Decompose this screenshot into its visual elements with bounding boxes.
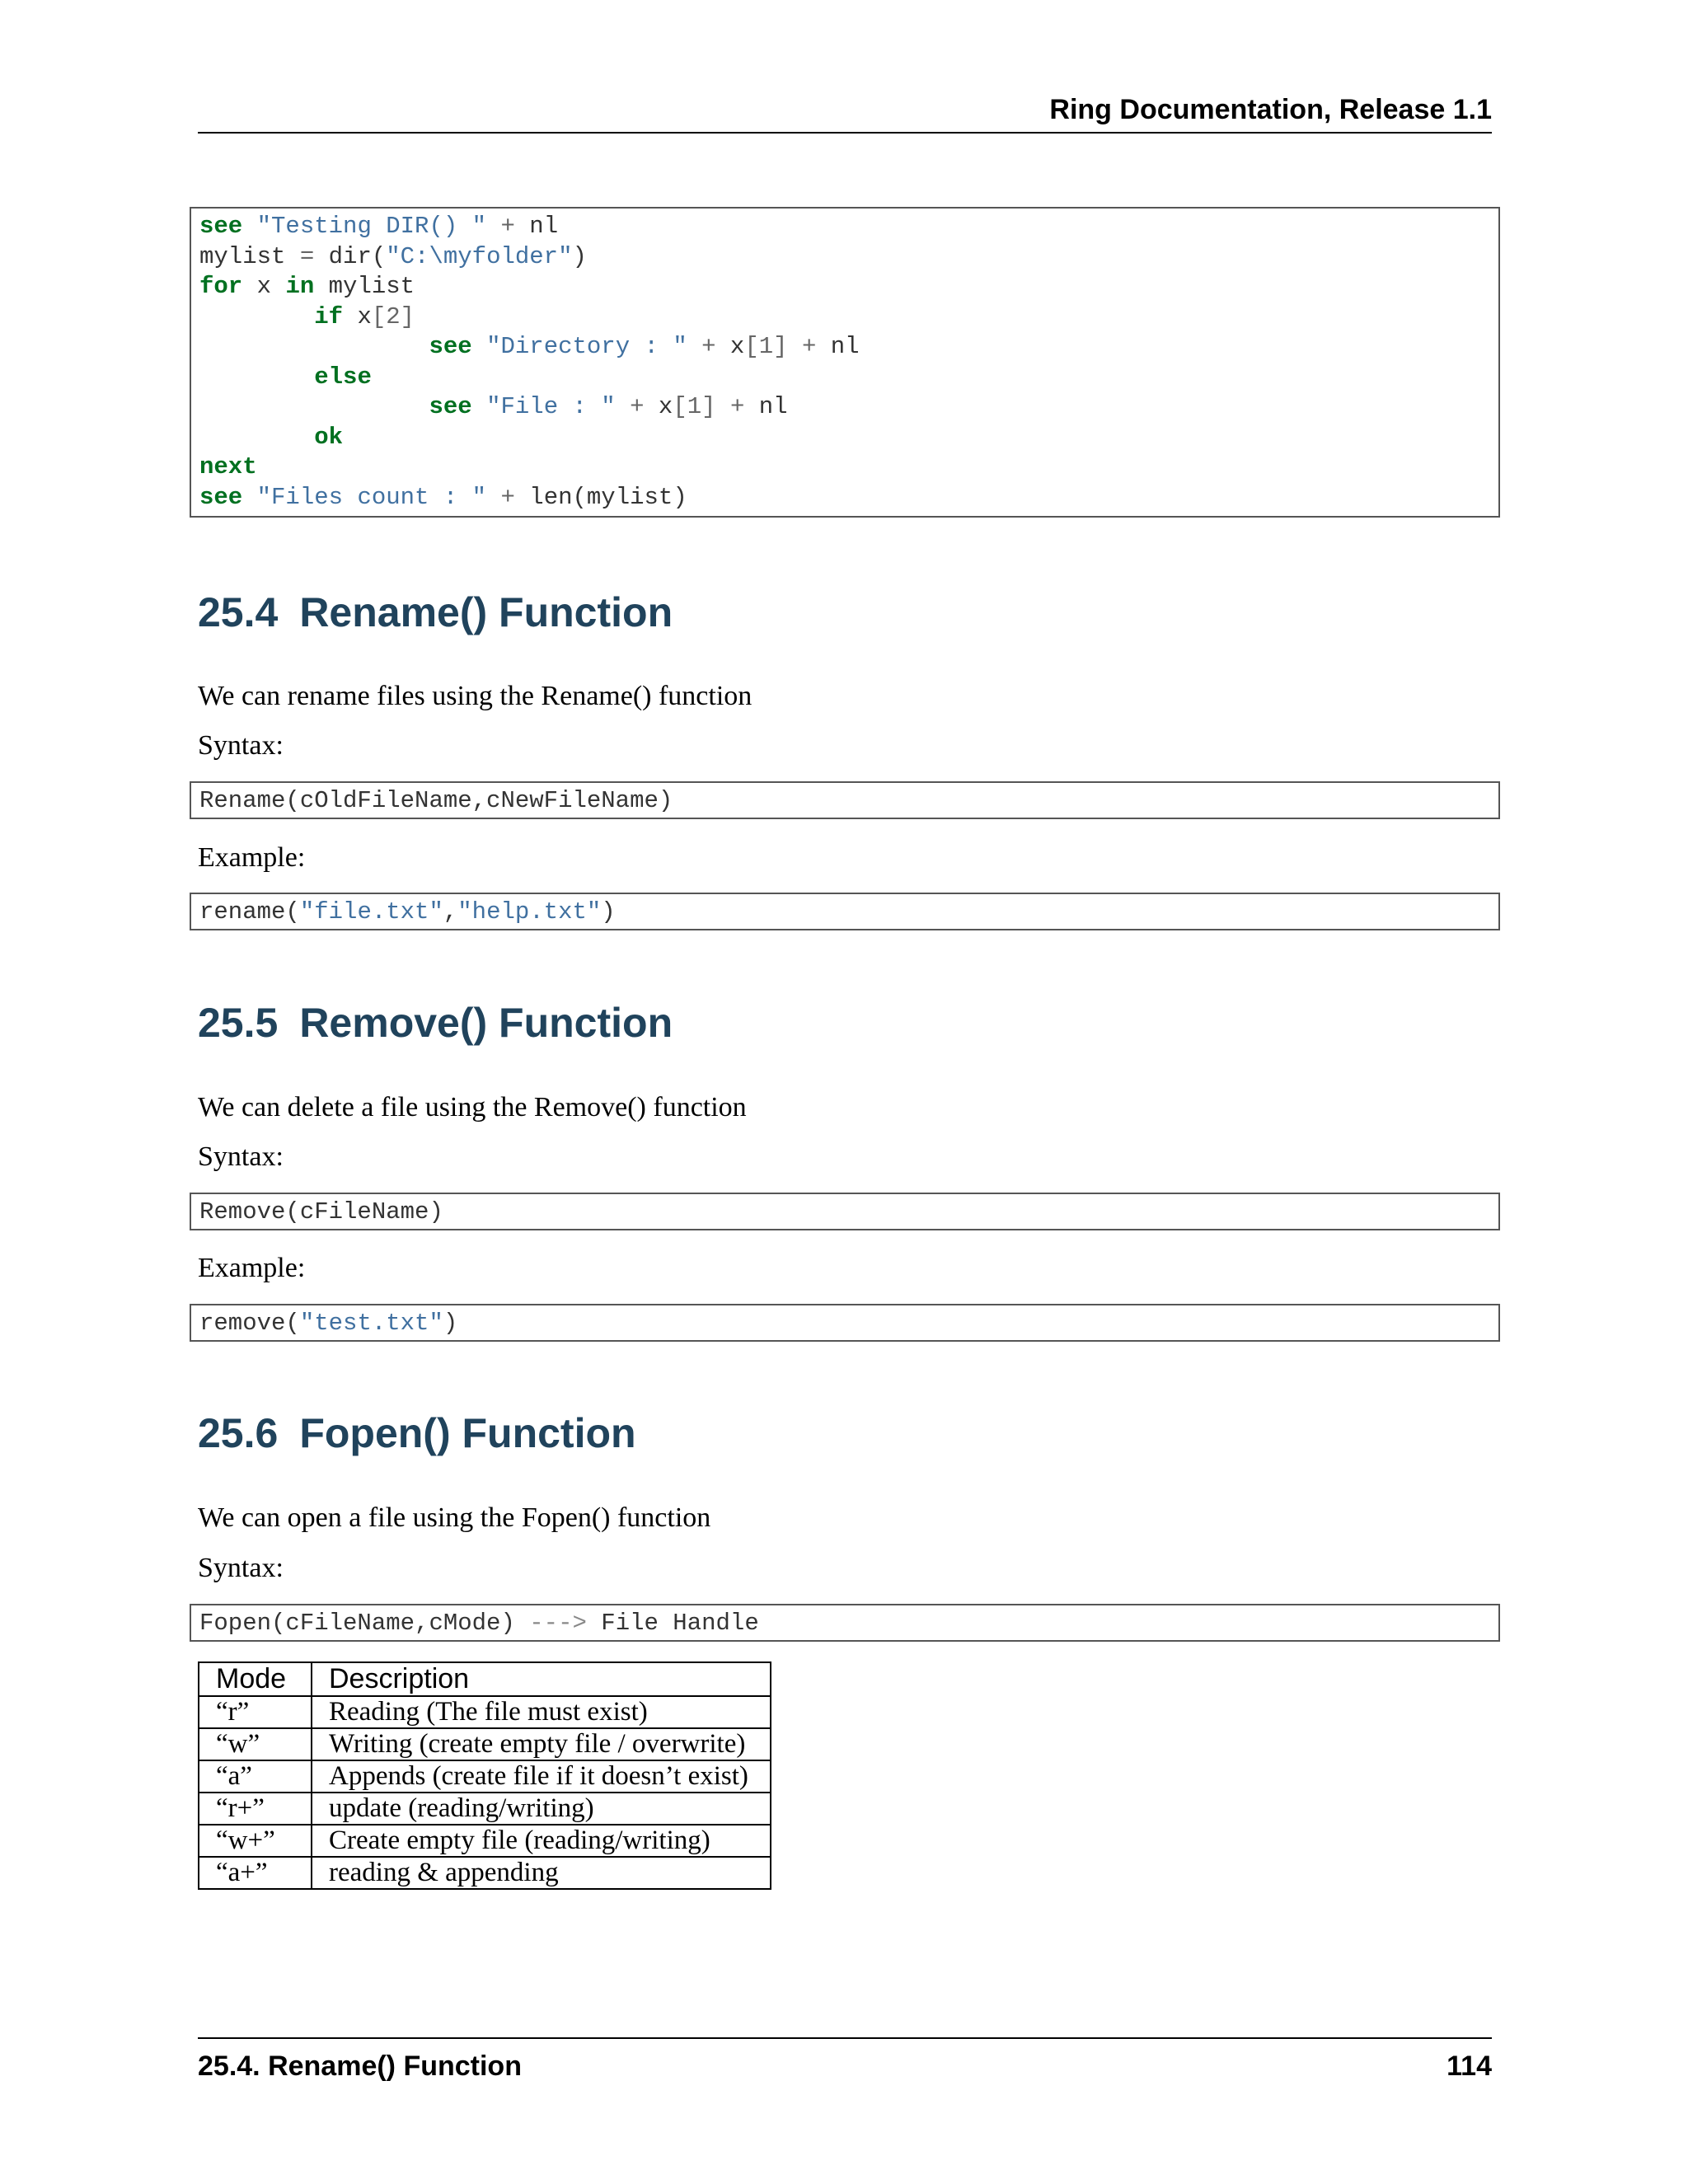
code-token: len(mylist) (514, 483, 687, 511)
code-token: File Handle (586, 1610, 759, 1637)
code-token: "Testing DIR() " (256, 213, 487, 240)
code-token: mylist (199, 242, 300, 270)
section-number: 25.6 (198, 1410, 279, 1456)
code-token: "File : " (486, 393, 616, 420)
code-token: next (199, 453, 257, 480)
code-line (199, 1309, 1490, 1339)
code-token: "Files count : " (256, 483, 487, 511)
code-token (616, 393, 630, 420)
code-token: "file.txt" (299, 898, 443, 926)
description-cell: Create empty file (reading/writing) (312, 1825, 771, 1857)
code-token: + (500, 483, 515, 511)
code-token: , (443, 898, 458, 926)
table-header-mode: Mode (199, 1662, 312, 1696)
code-token: x (343, 302, 372, 330)
code-block-fopen-syntax (190, 1604, 1500, 1642)
code-token: see (429, 333, 472, 360)
header-title: Ring Documentation, Release 1.1 (1049, 94, 1492, 125)
code-token: "test.txt" (299, 1310, 443, 1337)
code-token (486, 484, 500, 511)
table-header-description: Description (312, 1662, 771, 1696)
code-token: + (801, 333, 817, 360)
code-token (242, 484, 256, 511)
code-token (199, 424, 314, 451)
code-line (199, 302, 1490, 333)
code-token (472, 393, 486, 420)
table-row (199, 1857, 771, 1889)
code-token: + (630, 393, 645, 420)
code-token: "C:\myfolder" (386, 242, 573, 270)
table-header-row (199, 1662, 771, 1696)
code-token: nl (816, 333, 860, 360)
section-heading-remove (198, 999, 673, 1047)
rename-example-label: Example: (198, 842, 306, 873)
code-token: see (429, 393, 472, 420)
section-heading-fopen (198, 1409, 636, 1457)
mode-cell: “a+” (199, 1857, 312, 1889)
code-token: rename( (199, 898, 300, 926)
code-token: Fopen(cFileName,cMode) (199, 1610, 530, 1637)
code-token: dir( (314, 242, 387, 270)
code-token: [2] (371, 302, 415, 330)
mode-cell: “w+” (199, 1825, 312, 1857)
section-title: Fopen() Function (299, 1410, 636, 1456)
code-token (472, 333, 486, 360)
fopen-syntax-label: Syntax: (198, 1553, 284, 1583)
code-token: ---> (529, 1610, 587, 1637)
code-token: + (729, 393, 745, 420)
code-token: [1] (673, 393, 716, 420)
code-line (199, 1609, 1490, 1639)
description-cell: update (reading/writing) (312, 1793, 771, 1825)
section-number: 25.5 (198, 1000, 279, 1046)
code-token: "help.txt" (457, 898, 602, 926)
rename-intro: We can rename files using the Rename() function (198, 681, 753, 711)
code-line (199, 483, 1490, 513)
code-line (199, 786, 1490, 817)
code-line (199, 363, 1490, 393)
table-row (199, 1825, 771, 1857)
description-cell: reading & appending (312, 1857, 771, 1889)
code-block-rename-syntax (190, 781, 1500, 819)
table-row (199, 1728, 771, 1760)
code-token: + (500, 213, 515, 240)
fopen-intro: We can open a file using the Fopen() function (198, 1502, 711, 1533)
code-token: ) (443, 1310, 458, 1337)
code-token (486, 213, 500, 240)
code-token: ) (572, 242, 587, 270)
code-line (199, 423, 1490, 453)
section-number: 25.4 (198, 589, 279, 635)
code-token: + (701, 333, 716, 360)
code-line (199, 452, 1490, 483)
code-token: else (314, 363, 372, 391)
fopen-modes-table (198, 1661, 771, 1890)
code-token: ) (601, 898, 616, 926)
page-header (198, 91, 1492, 134)
code-token: remove( (199, 1310, 300, 1337)
code-token: Rename(cOldFileName,cNewFileName) (199, 787, 673, 814)
description-cell: Writing (create empty file / overwrite) (312, 1728, 771, 1760)
code-token: x (715, 333, 745, 360)
mode-cell: “r+” (199, 1793, 312, 1825)
code-block-remove-example (190, 1304, 1500, 1342)
code-line (199, 392, 1490, 423)
description-cell: Reading (The file must exist) (312, 1696, 771, 1728)
mode-cell: “w” (199, 1728, 312, 1760)
section-title: Rename() Function (299, 589, 673, 635)
rename-syntax-label: Syntax: (198, 730, 284, 761)
code-block-remove-syntax (190, 1193, 1500, 1230)
remove-intro: We can delete a file using the Remove() function (198, 1092, 747, 1122)
footer-section: 25.4. Rename() Function (198, 2050, 522, 2082)
code-token (199, 393, 429, 420)
table-row (199, 1793, 771, 1825)
code-block-rename-example (190, 893, 1500, 930)
description-cell: Appends (create file if it doesn’t exist) (312, 1760, 771, 1793)
section-title: Remove() Function (299, 1000, 673, 1046)
remove-syntax-label: Syntax: (198, 1141, 284, 1172)
code-token: ok (314, 423, 344, 451)
code-line (199, 1197, 1490, 1228)
code-token (199, 363, 314, 391)
code-block-dir-example (190, 207, 1500, 518)
code-token (242, 213, 256, 240)
code-token: "Directory : " (486, 333, 687, 360)
code-token: Remove(cFileName) (199, 1198, 443, 1226)
remove-example-label: Example: (198, 1253, 306, 1283)
section-heading-rename (198, 588, 673, 636)
code-line (199, 898, 1490, 928)
code-token (687, 333, 701, 360)
code-token: see (199, 483, 243, 511)
code-token: see (199, 213, 243, 240)
mode-cell: “a” (199, 1760, 312, 1793)
code-token: nl (514, 213, 559, 240)
code-token: in (285, 273, 315, 300)
code-token: [1] (744, 333, 788, 360)
code-line (199, 212, 1490, 242)
code-line (199, 242, 1490, 273)
mode-cell: “r” (199, 1696, 312, 1728)
code-token: nl (744, 393, 788, 420)
table-row (199, 1696, 771, 1728)
code-token (716, 393, 730, 420)
code-token: x (644, 393, 673, 420)
code-token: = (299, 242, 315, 270)
code-line (199, 272, 1490, 302)
code-token: mylist (314, 273, 415, 300)
page-footer (198, 2037, 1492, 2088)
code-token (199, 333, 429, 360)
code-token: if (314, 302, 344, 330)
table-row (199, 1760, 771, 1793)
code-token (788, 333, 802, 360)
page-number: 114 (1447, 2050, 1492, 2082)
code-token (199, 303, 314, 330)
code-line (199, 332, 1490, 363)
code-token: x (242, 273, 286, 300)
code-token: for (199, 273, 243, 300)
